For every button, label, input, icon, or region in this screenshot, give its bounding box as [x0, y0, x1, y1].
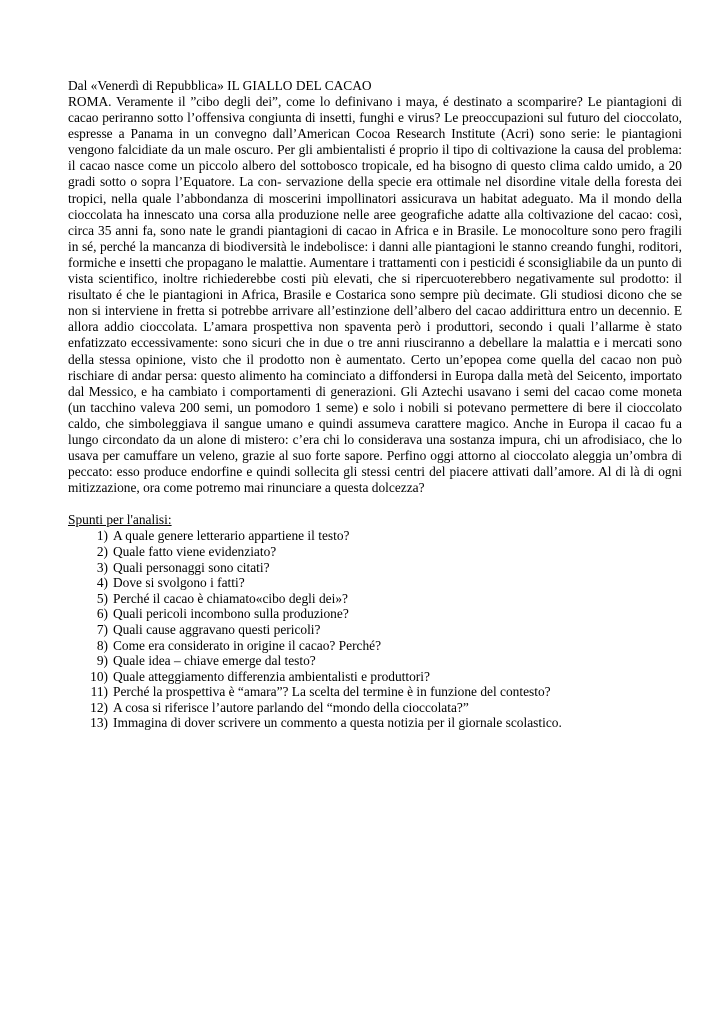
question-text: Quali pericoli incombono sulla produzione?: [113, 606, 349, 622]
question-text: Come era considerato in origine il cacao? Perché?: [113, 637, 382, 653]
question-number: 8): [96, 637, 108, 653]
question-number: 1): [96, 528, 108, 544]
question-number: 7): [96, 621, 108, 637]
question-number: 12): [90, 699, 108, 715]
question-item: [68, 684, 682, 700]
question-text: Quali cause aggravano questi pericoli?: [113, 621, 321, 637]
question-item: [68, 638, 682, 654]
question-number: 13): [90, 715, 108, 731]
question-number: 5): [96, 590, 108, 606]
question-item: [68, 653, 682, 669]
question-number: 6): [96, 606, 108, 622]
question-item: [68, 528, 682, 544]
question-number: 11): [90, 684, 108, 700]
analysis-title: Spunti per l'analisi:: [68, 512, 172, 528]
question-list: [68, 528, 682, 731]
question-item: [68, 606, 682, 622]
article-heading: Dal «Venerdì di Repubblica» IL GIALLO DEL CACAO: [68, 78, 372, 93]
document-page: [68, 78, 682, 731]
question-text: Quale fatto viene evidenziato?: [113, 543, 277, 559]
question-text: A cosa si riferisce l’autore parlando del “mondo della cioccolata?”: [113, 699, 469, 715]
question-text: Immagina di dover scrivere un commento a questa notizia per il giornale scolastico.: [113, 715, 562, 731]
question-item: [68, 700, 682, 716]
question-text: Perché il cacao è chiamato«cibo degli dei»?: [113, 590, 348, 606]
question-number: 9): [96, 653, 108, 669]
article-body: ROMA. Veramente il ”cibo degli dei”, come lo definivano i maya, é destinato a scomparire? Le piantagioni di cacao periranno sotto l’offensiva congiunta di insetti, funghi e virus? Le preoccupazioni sul futuro del cioccolato, espresse a Panama in un convegno dall’American Cocoa Research Institute (Acri) sono serie: le piantagioni vengono falcidiate da un male oscuro. Per gli ambientalisti é proprio il tipo di coltivazione la causa del problema: il cacao nasce come un piccolo albero del sottobosco tropicale, ed ha bisogno di questo clima caldo umido, a 20 gradi sotto o sopra l’Equatore. La con- servazione della specie era ottimale nel disordine vitale della foresta dei tropici, nella quale l’abbondanza di moscerini impollinatori assicurava un habitat adeguato. Ma il mondo della cioccolata ha innescato una corsa alla produzione nelle aree geografiche adatte alla coltivazione del cacao: così, circa 35 anni fa, sono nate le grandi piantagioni di cacao in Africa e in Brasile. Le monocolture sono pero fragili in sé, perché la mancanza di biodiversità le indebolisce: i danni alle piantagioni le stanno creando funghi, roditori, formiche e insetti che propagano le malattie. Aumentare i trattamenti con i pesticidi é sconsigliabile da un punto di vista scientifico, inoltre richiederebbe costi più elevati, che si ripercuoterebbero negativamente sul prodotto: il risultato é che le piantagioni in Africa, Brasile e Costarica sono sempre più decimate. Gli studiosi dicono che se non si interviene in fretta si potrebbe arrivare all’estinzione dell’albero del cacao addirittura entro un decennio. E allora addio cioccolata. L’amara prospettiva non spaventa però i produttori, secondo i quali l’allarme è stato enfatizzato eccessivamente: sono sicuri che in due o tre anni riusciranno a debellare la malattia e i mercati sono della stessa opinione, visto che il prodotto non è aumentato. Certo un’epopea come quella del cacao non può rischiare di andar persa: questo alimento ha cominciato a diffondersi in Europa dalla metà del Seicento, importato dal Messico, e ha cambiato i comportamenti di generazioni. Gli Aztechi usavano i semi del cacao come moneta (un tacchino valeva 200 semi, un pomodoro 1 seme) e solo i nobili si potevano permettere di bere il cioccolato caldo, che simboleggiava il sangue umano e quindi assumeva carattere magico. Anche in Europa il cacao fu a lungo circondato da un alone di mistero: c’era chi lo considerava una sostanza impura, chi un afrodisiaco, che lo usava per camuffare un veleno, grazie al suo forte sapore. Perfino oggi attorno al cioccolato aleggia un’ombra di peccato: esso produce endorfine e quindi sollecita gli stessi centri del piacere attivati dall’amore. Al di là di ogni mitizzazione, ora come potremo mai rinunciare a questa dolcezza?: [68, 94, 682, 496]
question-item: [68, 715, 682, 731]
question-item: [68, 622, 682, 638]
question-text: A quale genere letterario appartiene il testo?: [113, 528, 350, 544]
question-item: [68, 575, 682, 591]
question-text: Quale idea – chiave emerge dal testo?: [113, 653, 316, 669]
question-number: 2): [96, 543, 108, 559]
question-number: 3): [96, 559, 108, 575]
section-spacer: [68, 496, 682, 512]
question-item: [68, 669, 682, 685]
question-item: [68, 544, 682, 560]
question-number: 4): [96, 575, 108, 591]
question-item: [68, 591, 682, 607]
question-text: Perché la prospettiva è “amara”? La scelta del termine è in funzione del contesto?: [113, 684, 551, 700]
question-text: Quale atteggiamento differenzia ambientalisti e produttori?: [113, 668, 430, 684]
question-number: 10): [90, 668, 108, 684]
question-text: Quali personaggi sono citati?: [113, 559, 270, 575]
question-item: [68, 560, 682, 576]
question-text: Dove si svolgono i fatti?: [113, 575, 245, 591]
